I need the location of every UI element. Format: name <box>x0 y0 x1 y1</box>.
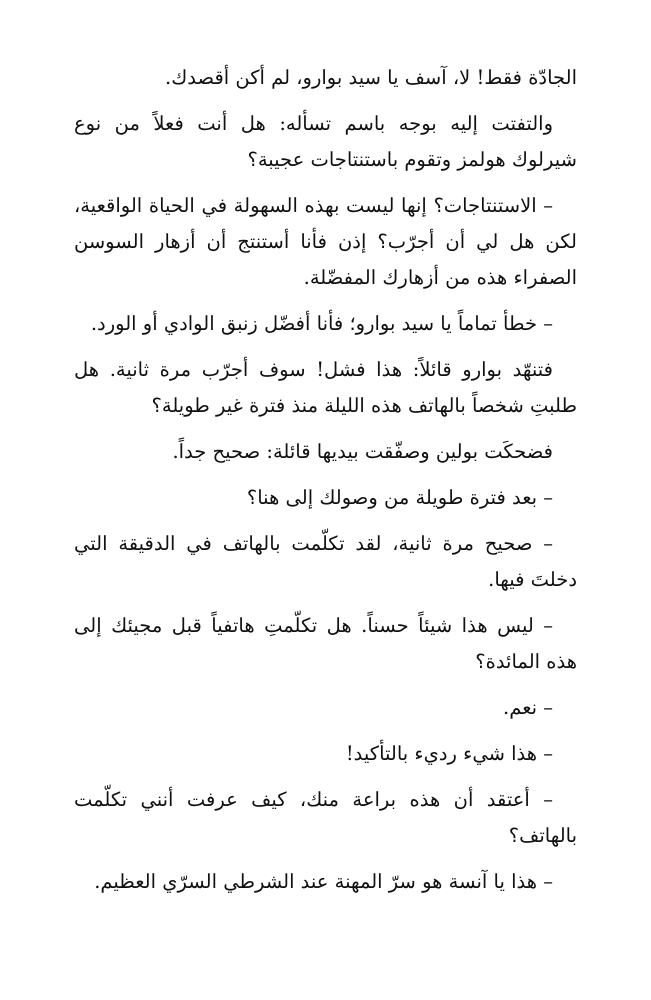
paragraph-11: – هذا شيء رديء بالتأكيد! <box>345 742 553 765</box>
paragraph-7: – بعد فترة طويلة من وصولك إلى هنا؟ <box>246 486 553 509</box>
paragraph-13: – هذا يا آنسة هو سرّ المهنة عند الشرطي السرّي العظيم. <box>94 870 553 893</box>
paragraph-10: – نعم. <box>503 696 553 719</box>
paragraph-3: – الاستنتاجات؟ إنها ليست بهذه السهولة في الحياة الواقعية، لكن هل لي أن أجرّب؟ إذن فأنا أستنتج أن أزهار السوسن الصفراء هذه من أزهارك المفضّلة. <box>74 194 577 289</box>
paragraph-8: – صحيح مرة ثانية، لقد تكلّمت بالهاتف في الدقيقة التي دخلتَ فيها. <box>74 532 577 591</box>
paragraph-9: – ليس هذا شيئاً حسناً. هل تكلّمتِ هاتفياً قبل مجيئك إلى هذه المائدة؟ <box>74 614 577 673</box>
paragraph-1: الجادّة فقط! لا، آسف يا سيد بوارو، لم أكن أقصدك. <box>165 66 577 89</box>
paragraph-4: – خطأ تماماً يا سيد بوارو؛ فأنا أفضّل زنبق الوادي أو الورد. <box>90 312 553 335</box>
paragraph-2: والتفتت إليه بوجه باسم تسأله: هل أنت فعلاً من نوع شيرلوك هولمز وتقوم باستنتاجات عجيبة؟ <box>74 112 577 171</box>
paragraph-6: فضحكَت بولين وصفّقت بيديها قائلة: صحيح جداً. <box>172 440 553 463</box>
paragraph-12: – أعتقد أن هذه براعة منك، كيف عرفت أنني تكلّمت بالهاتف؟ <box>74 788 577 847</box>
paragraph-5: فتنهّد بوارو قائلاً: هذا فشل! سوف أجرّب مرة ثانية. هل طلبتِ شخصاً بالهاتف هذه الليلة منذ فترة غير طويلة؟ <box>74 358 577 417</box>
text-body <box>74 60 577 910</box>
